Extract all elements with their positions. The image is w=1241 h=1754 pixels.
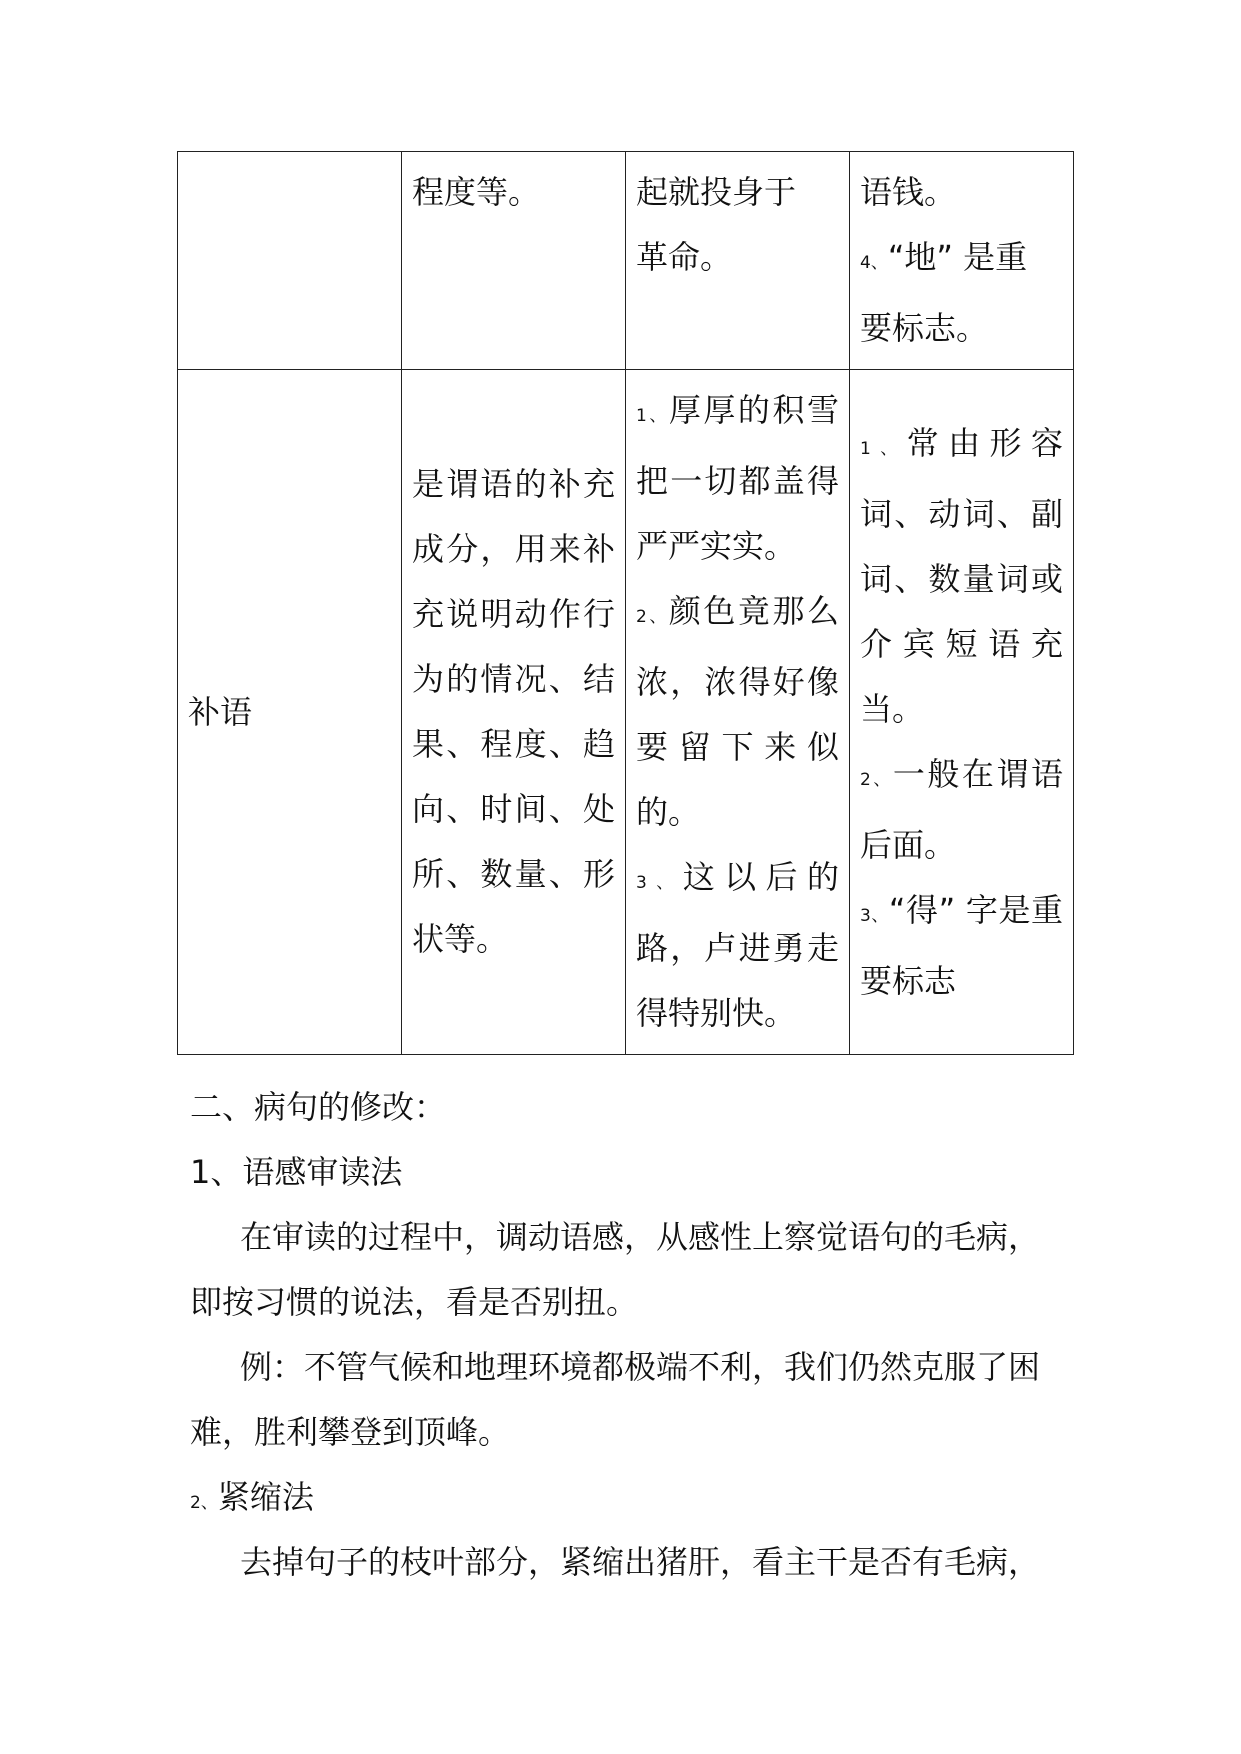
example-item	[636, 845, 839, 1046]
section-heading: 二、病句的修改：	[190, 1088, 447, 1126]
feature-text: “地” 是重	[887, 238, 1028, 276]
grammar-table	[177, 151, 1074, 1055]
feature-text: “得” 字是重要标志	[860, 890, 1063, 1000]
feature-line	[860, 296, 1063, 361]
feature-number: 1、	[860, 438, 907, 459]
example-text: 这以后的路，卢进勇走得特别快。	[636, 858, 839, 1032]
table-row	[178, 370, 1074, 1055]
method1-heading: 1、语感审读法	[190, 1153, 403, 1191]
example-cell	[626, 152, 850, 370]
feature-cell	[850, 152, 1074, 370]
example-item	[636, 378, 839, 579]
definition-cell: 是谓语的补充成分，用来补充说明动作行为的情况、结果、程度、趋向、时间、处所、数量、形状等。	[402, 370, 626, 1055]
method2-number: 2、	[190, 1493, 218, 1513]
example-text: 厚厚的积雪把一切都盖得严严实实。	[636, 391, 839, 565]
term-cell: 补语	[178, 370, 402, 1055]
method2-description: 去掉句子的枝叶部分，紧缩出猪肝，看主干是否有毛病，	[240, 1543, 1041, 1581]
feature-line	[860, 225, 1063, 296]
definition-cell: 程度等。	[402, 152, 626, 370]
feature-line	[860, 160, 1063, 225]
feature-number: 2、	[860, 769, 893, 790]
feature-item	[860, 742, 1063, 878]
method1-description: 在审读的过程中，调动语感，从感性上察觉语句的毛病，即按习惯的说法，看是否别扭。	[190, 1218, 1041, 1321]
example-line: 起就投身于	[636, 173, 797, 211]
feature-text: 语钱。	[860, 173, 957, 211]
example-cell	[626, 370, 850, 1055]
term-cell	[178, 152, 402, 370]
example-number: 1、	[636, 406, 669, 426]
example-text: 颜色竟那么浓，浓得好像要留下来似的。	[636, 592, 839, 831]
feature-text: 一般在谓语后面。	[860, 754, 1063, 864]
feature-item	[860, 411, 1063, 742]
feature-text: 常由形容词、动词、副词、数量词或介宾短语充当。	[860, 423, 1063, 728]
method2-heading	[190, 1465, 1070, 1536]
method2-title: 紧缩法	[217, 1478, 314, 1516]
feature-number: 3、	[860, 905, 889, 926]
feature-text: 要标志。	[860, 309, 989, 347]
example-number: 3、	[636, 873, 683, 893]
feature-item	[860, 878, 1063, 1014]
feature-number: 4、	[860, 253, 888, 273]
example-line: 革命。	[636, 238, 733, 276]
example-item	[636, 579, 839, 845]
table-row	[178, 152, 1074, 370]
example-number: 2、	[636, 607, 669, 627]
feature-cell	[850, 370, 1074, 1055]
method1-example: 例：不管气候和地理环境都极端不利，我们仍然克服了困难，胜利攀登到顶峰。	[190, 1348, 1041, 1451]
